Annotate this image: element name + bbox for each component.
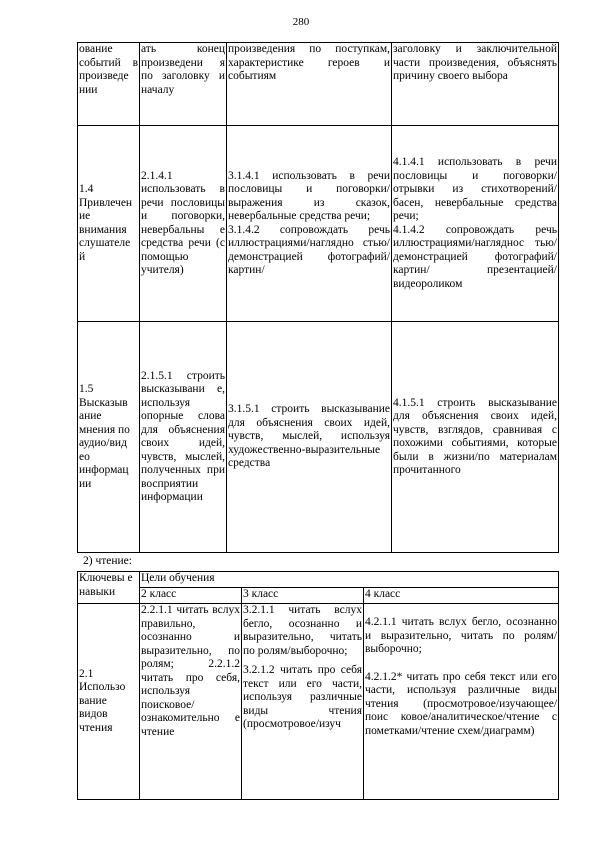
skill-cell: 1.5 Высказыв ание мнения по аудио/вид ео информац ии <box>78 322 140 553</box>
table-header-row <box>78 588 559 604</box>
grade4-goal-text: 4.1.4.2 сопровождать речь иллюстрациями/нагляднос тью/демонстрацией фотографий/картин/ презентацией/ видеороликом <box>393 223 557 290</box>
grade3-goal-text: 3.1.5.1 строить высказывание для объяснения своих идей, чувств, мыслей, используя художественно-выразительные средства <box>228 403 390 470</box>
grade3-goal-cell <box>242 604 364 800</box>
grade3-header: 3 класс <box>242 588 364 604</box>
grade4-header: 4 класс <box>364 588 559 604</box>
learning-goals-table-reading <box>77 571 559 800</box>
grade4-goal-text: заголовку и заключительной части произведения, объяснять причину своего выбора <box>393 43 557 82</box>
table-row <box>78 43 559 126</box>
table-row <box>78 126 559 322</box>
grade3-goal-text: 3.2.1.1 читать вслух бегло, осознанно и выразительно, читать по ролям/выборочно; <box>243 604 362 657</box>
grade4-goal-cell <box>392 322 559 553</box>
table-header-row <box>78 572 559 588</box>
grade3-goal-cell <box>227 43 392 126</box>
grade4-goal-cell <box>392 43 559 126</box>
skill-cell: ование событий в произведе нии <box>78 43 140 126</box>
section-label: 2) чтение: <box>83 555 132 567</box>
page-number: 280 <box>292 16 310 28</box>
grade4-goal-text: 4.1.4.1 использовать в речи пословицы и поговорки/ отрывки из стихотворений/ басен, невербальные средства речи; <box>393 156 557 222</box>
grade4-goal-cell <box>364 604 559 800</box>
grade3-goal-text: 3.1.4.2 сопровождать речь иллюстрациями/наглядно стью/демонстрацией фотографий/картин/ <box>228 223 390 276</box>
skills-header: Ключевы е навыки <box>78 572 140 604</box>
goals-header: Цели обучения <box>140 572 559 588</box>
skill-cell: 1.4 Привлечен ие внимания слушателе й <box>78 126 140 322</box>
grade4-goal-text: 4.1.5.1 строить высказывание для объяснения своих идей, чувств, взглядов, сравнивая с похожими событиями, которые были в жизни/по материалам прочитанного <box>393 396 557 476</box>
grade2-header: 2 класс <box>140 588 242 604</box>
grade3-goal-text: произведения по поступкам, характеристике героев и событиям <box>228 43 390 82</box>
grade2-goal-cell: 2.2.1.1 читать вслух правильно, осознанно и выразительно, по ролям; 2.2.1.2 читать про себя, используя поисковое/ ознакомительно е чтение <box>140 604 242 800</box>
table-row <box>78 604 559 800</box>
grade3-goal-text: 3.1.4.1 использовать в речи пословицы и поговорки/ выражения из сказок, невербальные средства речи; <box>228 169 390 222</box>
grade2-goal-cell: 2.1.4.1 использовать в речи пословицы и поговорки, невербальны е средства речи (с помощью учителя) <box>140 126 227 322</box>
grade2-goal-cell: ать конец произведени я по заголовку и началу <box>140 43 227 126</box>
grade3-goal-text: 3.2.1.2 читать про себя текст или его части, используя различные виды чтения (просмотровое/изуч <box>243 664 362 730</box>
learning-goals-table-listening <box>77 42 559 553</box>
grade4-goal-text: 4.2.1.1 читать вслух бегло, осознанно и выразительно, читать по ролям/выборочно; <box>365 616 558 655</box>
grade3-goal-cell <box>227 126 392 322</box>
grade4-goal-cell <box>392 126 559 322</box>
skill-cell: 2.1 Использо вание видов чтения <box>78 604 140 800</box>
table-row <box>78 322 559 553</box>
grade2-goal-cell: 2.1.5.1 строить высказывани е, используя опорные слова для объяснения своих идей, чувств, мыслей, полученных при восприятии информации <box>140 322 227 553</box>
grade4-goal-text: 4.2.1.2* читать про себя текст или его части, используя различные виды чтения (просмотровое/изучающее/поис ковое/аналитическое/чтение с пометками/чтение схем/диаграмм) <box>365 670 558 737</box>
grade3-goal-cell <box>227 322 392 553</box>
